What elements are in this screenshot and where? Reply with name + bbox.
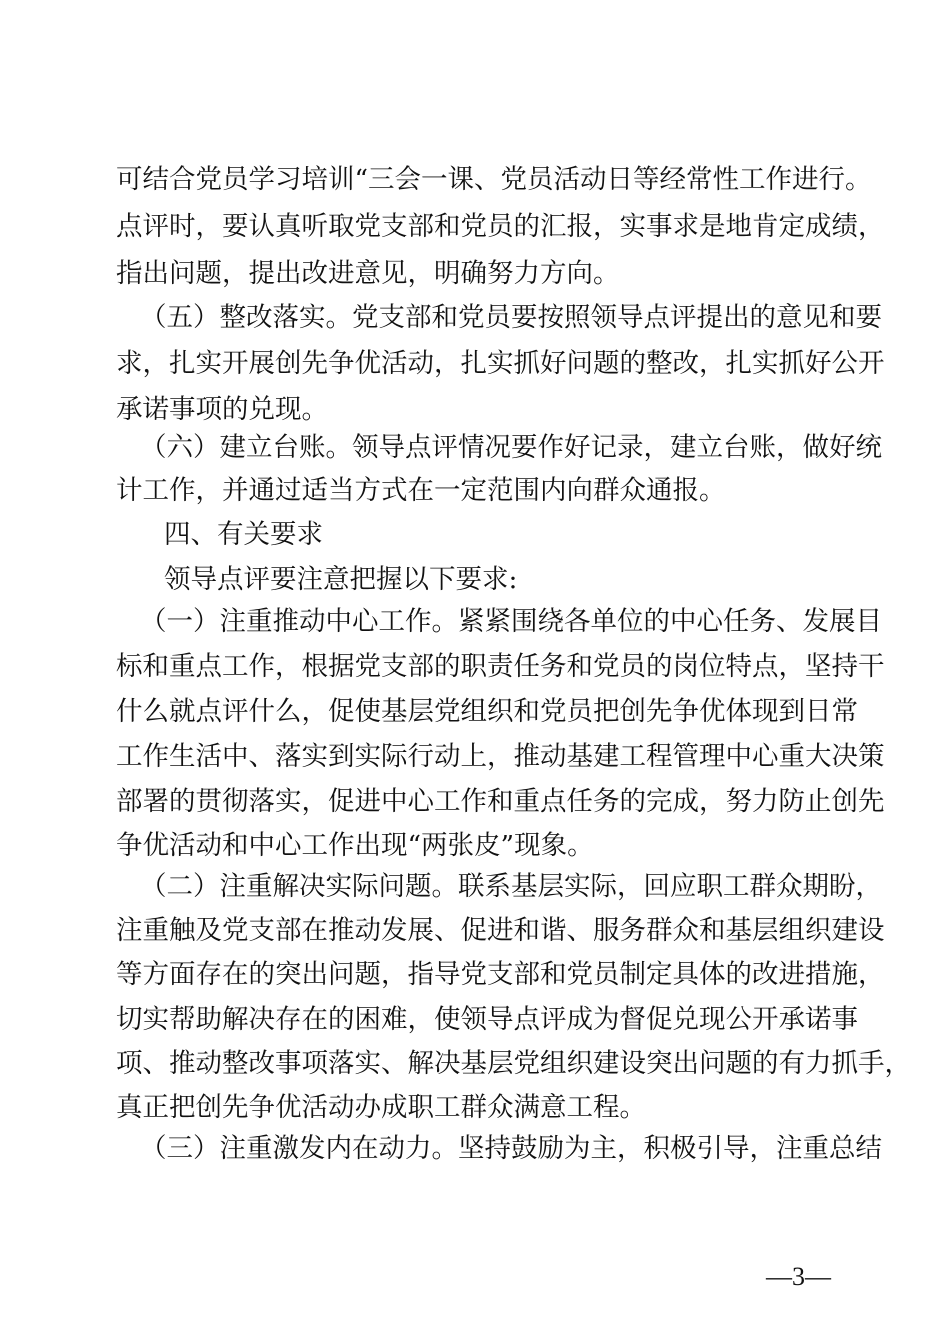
requirement-3-paragraph: （三）注重激发内在动力。坚持鼓励为主，积极引导，注重总结: [140, 1133, 882, 1164]
body-text-line: 承诺事项的兑现。: [116, 394, 328, 425]
body-text-line: 什么就点评什么，促使基层党组织和党员把创先争优体现到日常: [116, 696, 858, 727]
body-text-line: 部署的贯彻落实，促进中心工作和重点任务的完成，努力防止创先: [116, 786, 885, 817]
section-heading: 四、有关要求: [164, 519, 323, 550]
body-text-line: 项、推动整改事项落实、解决基层党组织建设突出问题的有力抓手，: [116, 1048, 911, 1079]
requirement-2-paragraph: （二）注重解决实际问题。联系基层实际，回应职工群众期盼，: [140, 871, 882, 902]
body-text-line: 计工作，并通过适当方式在一定范围内向群众通报。: [116, 475, 726, 506]
body-text-line: 争优活动和中心工作出现“两张皮”现象。: [116, 830, 594, 861]
body-text-line: 工作生活中、落实到实际行动上，推动基建工程管理中心重大决策: [116, 741, 885, 772]
body-text-line: 真正把创先争优活动办成职工群众满意工程。: [116, 1092, 646, 1123]
body-text-line: 切实帮助解决存在的困难，使领导点评成为督促兑现公开承诺事: [116, 1004, 858, 1035]
requirement-1-paragraph: （一）注重推动中心工作。紧紧围绕各单位的中心任务、发展目: [140, 606, 882, 637]
body-text-line: 点评时，要认真听取党支部和党员的汇报，实事求是地肯定成绩，: [116, 211, 885, 242]
intro-line: 领导点评要注意把握以下要求:: [164, 564, 518, 595]
body-text-line: 求，扎实开展创先争优活动，扎实抓好问题的整改，扎实抓好公开: [116, 348, 885, 379]
body-text-line: 标和重点工作，根据党支部的职责任务和党员的岗位特点，坚持干: [116, 651, 885, 682]
section-6-paragraph: （六）建立台账。领导点评情况要作好记录，建立台账，做好统: [140, 432, 882, 463]
body-text-line: 指出问题，提出改进意见，明确努力方向。: [116, 258, 620, 289]
body-text-line: 等方面存在的突出问题，指导党支部和党员制定具体的改进措施，: [116, 959, 885, 990]
body-text-line: 注重触及党支部在推动发展、促进和谐、服务群众和基层组织建设: [116, 915, 885, 946]
body-text-line: 可结合党员学习培训“三会一课、党员活动日等经常性工作进行。: [116, 164, 872, 195]
section-5-paragraph: （五）整改落实。党支部和党员要按照领导点评提出的意见和要: [140, 302, 882, 333]
page-number: —3—: [766, 1262, 831, 1291]
